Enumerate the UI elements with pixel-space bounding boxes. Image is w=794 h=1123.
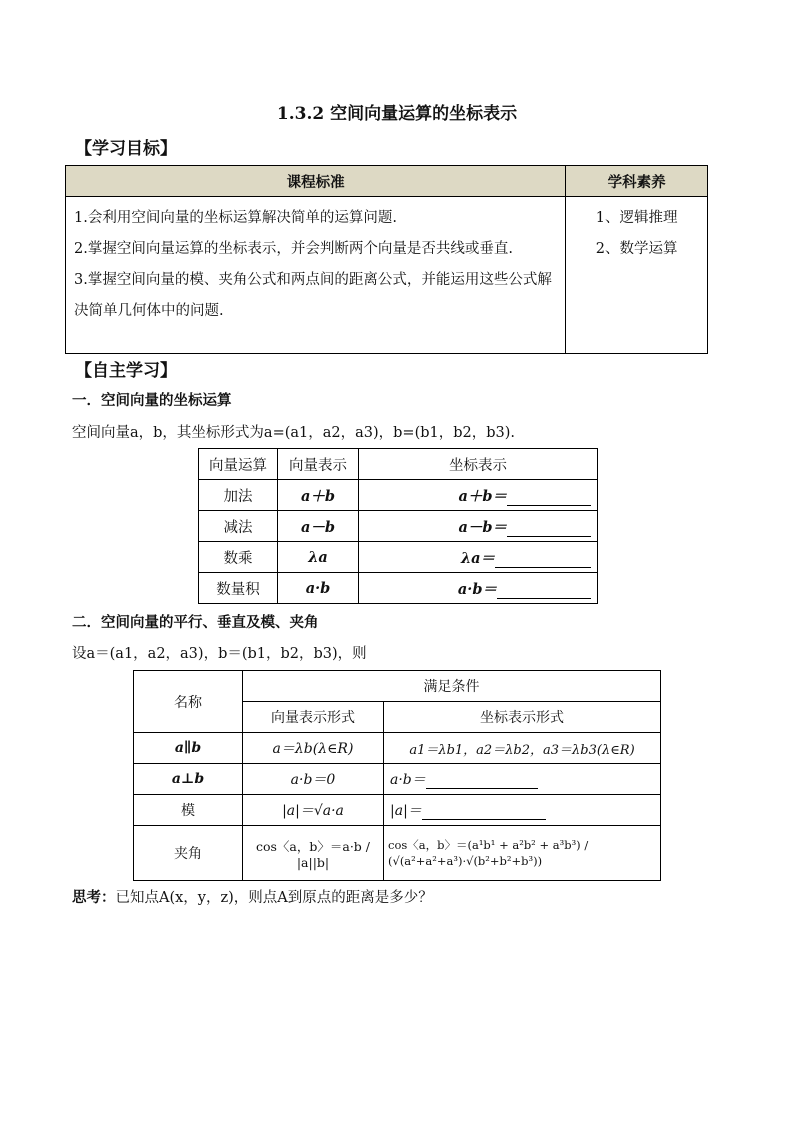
op-sub-expr: a－b — [278, 511, 359, 542]
rel-perp-vec: a·b＝0 — [243, 764, 384, 795]
goals-objectives-cell — [66, 197, 566, 354]
rel-angle-vec: cos〈a，b〉＝a·b / |a||b| — [243, 826, 384, 881]
op-add-expr: a＋b — [278, 480, 359, 511]
op-sub-coord: a－b＝ — [359, 511, 598, 542]
rel-header-coord: 坐标表示形式 — [384, 702, 661, 733]
page-title: 1.3.2 空间向量运算的坐标表示 — [276, 104, 518, 124]
op-scale-expr: λa — [278, 542, 359, 573]
rel-norm-vec: |a|＝√a·a — [243, 795, 384, 826]
rel-header-vec: 向量表示形式 — [243, 702, 384, 733]
section-goals-heading: 【学习目标】 — [75, 139, 177, 159]
part1-heading: 一．空间向量的坐标运算 — [72, 392, 232, 409]
ops-header-coord: 坐标表示 — [359, 449, 598, 480]
op-add-name: 加法 — [199, 480, 278, 511]
goals-table — [65, 165, 708, 354]
literacy-1: 1、逻辑推理 — [595, 210, 678, 226]
relations-table — [133, 670, 661, 881]
rel-parallel-coord: a1＝λb1，a2＝λb2，a3＝λb3(λ∈R) — [384, 733, 661, 764]
objective-1: 1.会利用空间向量的坐标运算解决简单的运算问题. — [74, 210, 397, 226]
literacy-2: 2、数学运算 — [595, 241, 678, 257]
rel-parallel-name: a∥b — [134, 733, 243, 764]
think-question — [72, 886, 433, 907]
part2-intro: 设a＝(a1，a2，a3)，b＝(b1，b2，b3)，则 — [72, 646, 367, 662]
rel-angle-name: 夹角 — [134, 826, 243, 881]
op-sub-name: 减法 — [199, 511, 278, 542]
op-scale-coord: λa＝ — [359, 542, 598, 573]
goals-literacy-cell — [566, 197, 708, 354]
part2-heading: 二．空间向量的平行、垂直及模、夹角 — [72, 614, 319, 631]
ops-header-op: 向量运算 — [199, 449, 278, 480]
rel-perp-coord: a·b＝ — [384, 764, 661, 795]
goals-header-literacy: 学科素养 — [566, 166, 708, 197]
objective-3: 3.掌握空间向量的模、夹角公式和两点间的距离公式，并能运用这些公式解决简单几何体中的问题. — [74, 272, 552, 319]
think-label: 思考： — [72, 889, 116, 906]
part1-intro: 空间向量a，b，其坐标形式为a=(a1，a2，a3)，b=(b1，b2，b3). — [72, 425, 516, 441]
rel-perp-name: a⊥b — [134, 764, 243, 795]
op-scale-name: 数乘 — [199, 542, 278, 573]
objective-2: 2.掌握空间向量运算的坐标表示，并会判断两个向量是否共线或垂直. — [74, 241, 513, 257]
section-self-heading: 【自主学习】 — [75, 361, 177, 381]
coord-ops-table — [198, 448, 598, 604]
think-text: 已知点A(x，y，z)，则点A到原点的距离是多少？ — [115, 890, 433, 906]
op-dot-name: 数量积 — [199, 573, 278, 604]
rel-norm-coord: |a|＝ — [384, 795, 661, 826]
op-dot-expr: a·b — [278, 573, 359, 604]
ops-header-expr: 向量表示 — [278, 449, 359, 480]
op-add-coord: a＋b＝ — [359, 480, 598, 511]
rel-angle-coord: cos〈a，b〉＝(a¹b¹ + a²b² + a³b³) / (√(a²+a²+a³)·√(b²+b²+b³)) — [384, 826, 661, 881]
rel-parallel-vec: a＝λb(λ∈R) — [243, 733, 384, 764]
rel-norm-name: 模 — [134, 795, 243, 826]
rel-header-name: 名称 — [134, 671, 243, 733]
rel-header-cond: 满足条件 — [243, 671, 661, 702]
goals-header-standard: 课程标准 — [66, 166, 566, 197]
op-dot-coord: a·b＝ — [359, 573, 598, 604]
